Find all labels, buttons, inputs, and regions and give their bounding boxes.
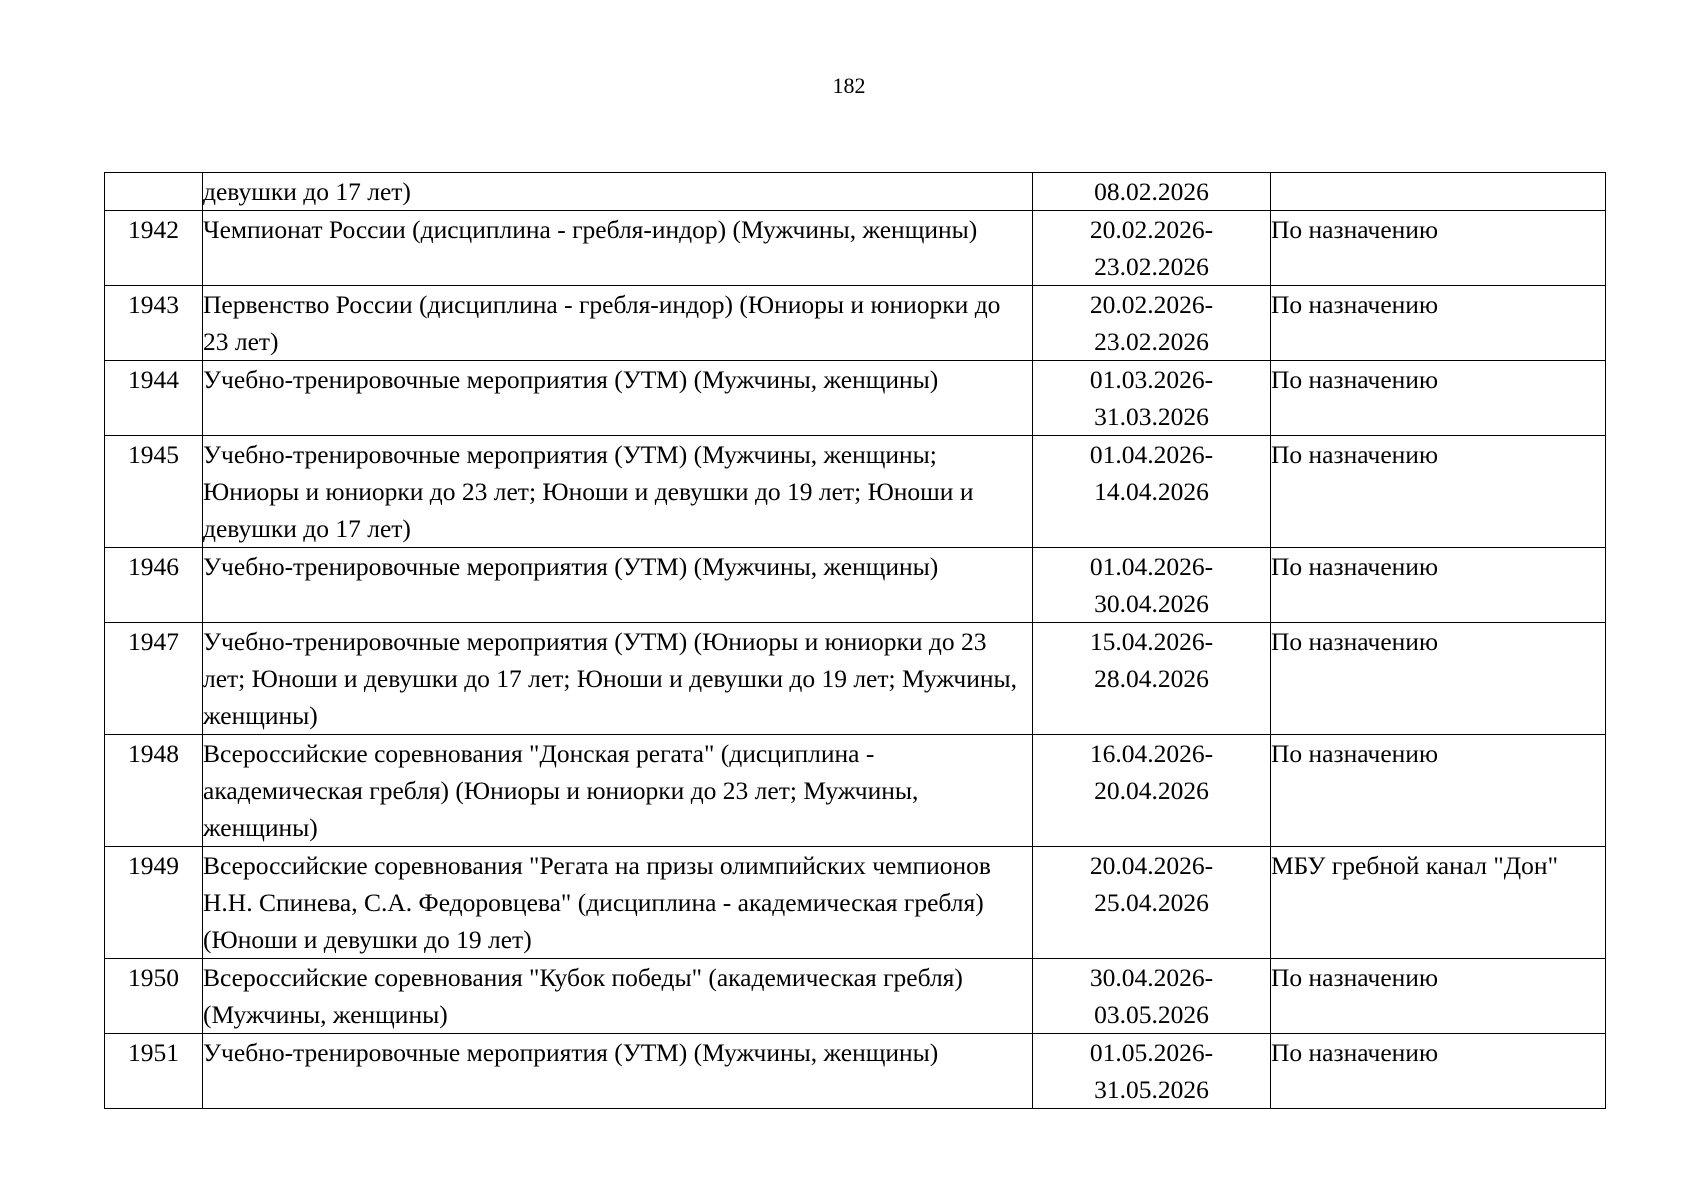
event-name: Учебно-тренировочные мероприятия (УТМ) (Юниоры и юниорки до 23 лет; Юноши и девушки до 17 лет; Юноши и девушки до 19 лет; Мужчины, женщины): [203, 623, 1033, 735]
event-number: [105, 173, 203, 211]
event-number: 1947: [105, 623, 203, 735]
event-name: Всероссийские соревнования "Кубок победы" (академическая гребля) (Мужчины, женщины): [203, 959, 1033, 1034]
event-dates: 15.04.2026- 28.04.2026: [1033, 623, 1271, 735]
event-name: Учебно-тренировочные мероприятия (УТМ) (Мужчины, женщины): [203, 1034, 1033, 1109]
events-table: [104, 172, 1606, 1109]
event-place: По назначению: [1271, 436, 1606, 548]
event-place: По назначению: [1271, 286, 1606, 361]
table-row: [105, 361, 1606, 436]
table-row: [105, 735, 1606, 847]
table-row: [105, 847, 1606, 959]
table-row: [105, 548, 1606, 623]
event-name: Учебно-тренировочные мероприятия (УТМ) (Мужчины, женщины): [203, 548, 1033, 623]
table-row: [105, 1034, 1606, 1109]
event-place: По назначению: [1271, 548, 1606, 623]
event-dates: 16.04.2026- 20.04.2026: [1033, 735, 1271, 847]
event-name: девушки до 17 лет): [203, 173, 1033, 211]
event-number: 1951: [105, 1034, 203, 1109]
event-name: Чемпионат России (дисциплина - гребля-индор) (Мужчины, женщины): [203, 211, 1033, 286]
table-row: [105, 286, 1606, 361]
event-number: 1950: [105, 959, 203, 1034]
table-row: [105, 959, 1606, 1034]
event-dates: 01.05.2026- 31.05.2026: [1033, 1034, 1271, 1109]
event-dates: 08.02.2026: [1033, 173, 1271, 211]
event-dates: 30.04.2026- 03.05.2026: [1033, 959, 1271, 1034]
event-name: Учебно-тренировочные мероприятия (УТМ) (Мужчины, женщины; Юниоры и юниорки до 23 лет; Юноши и девушки до 19 лет; Юноши и девушки до 17 лет): [203, 436, 1033, 548]
event-number: 1943: [105, 286, 203, 361]
table-row: [105, 623, 1606, 735]
event-name: Всероссийские соревнования "Регата на призы олимпийских чемпионов Н.Н. Спинева, С.А. Федоровцева" (дисциплина - академическая гребля) (Юноши и девушки до 19 лет): [203, 847, 1033, 959]
event-number: 1942: [105, 211, 203, 286]
table-row: [105, 436, 1606, 548]
event-name: Первенство России (дисциплина - гребля-индор) (Юниоры и юниорки до 23 лет): [203, 286, 1033, 361]
event-dates: 01.04.2026- 14.04.2026: [1033, 436, 1271, 548]
event-dates: 20.02.2026- 23.02.2026: [1033, 211, 1271, 286]
event-place: По назначению: [1271, 211, 1606, 286]
event-number: 1948: [105, 735, 203, 847]
event-name: Всероссийские соревнования "Донская регата" (дисциплина - академическая гребля) (Юниоры и юниорки до 23 лет; Мужчины, женщины): [203, 735, 1033, 847]
event-name: Учебно-тренировочные мероприятия (УТМ) (Мужчины, женщины): [203, 361, 1033, 436]
table-row: [105, 173, 1606, 211]
event-number: 1945: [105, 436, 203, 548]
event-dates: 20.02.2026- 23.02.2026: [1033, 286, 1271, 361]
page-number: 182: [832, 73, 866, 98]
event-place: По назначению: [1271, 361, 1606, 436]
event-number: 1944: [105, 361, 203, 436]
event-place: [1271, 173, 1606, 211]
event-dates: 20.04.2026- 25.04.2026: [1033, 847, 1271, 959]
event-place: По назначению: [1271, 623, 1606, 735]
event-dates: 01.03.2026- 31.03.2026: [1033, 361, 1271, 436]
event-place: МБУ гребной канал "Дон": [1271, 847, 1606, 959]
event-place: По назначению: [1271, 1034, 1606, 1109]
event-number: 1949: [105, 847, 203, 959]
table-row: [105, 211, 1606, 286]
event-place: По назначению: [1271, 735, 1606, 847]
event-number: 1946: [105, 548, 203, 623]
event-place: По назначению: [1271, 959, 1606, 1034]
event-dates: 01.04.2026- 30.04.2026: [1033, 548, 1271, 623]
